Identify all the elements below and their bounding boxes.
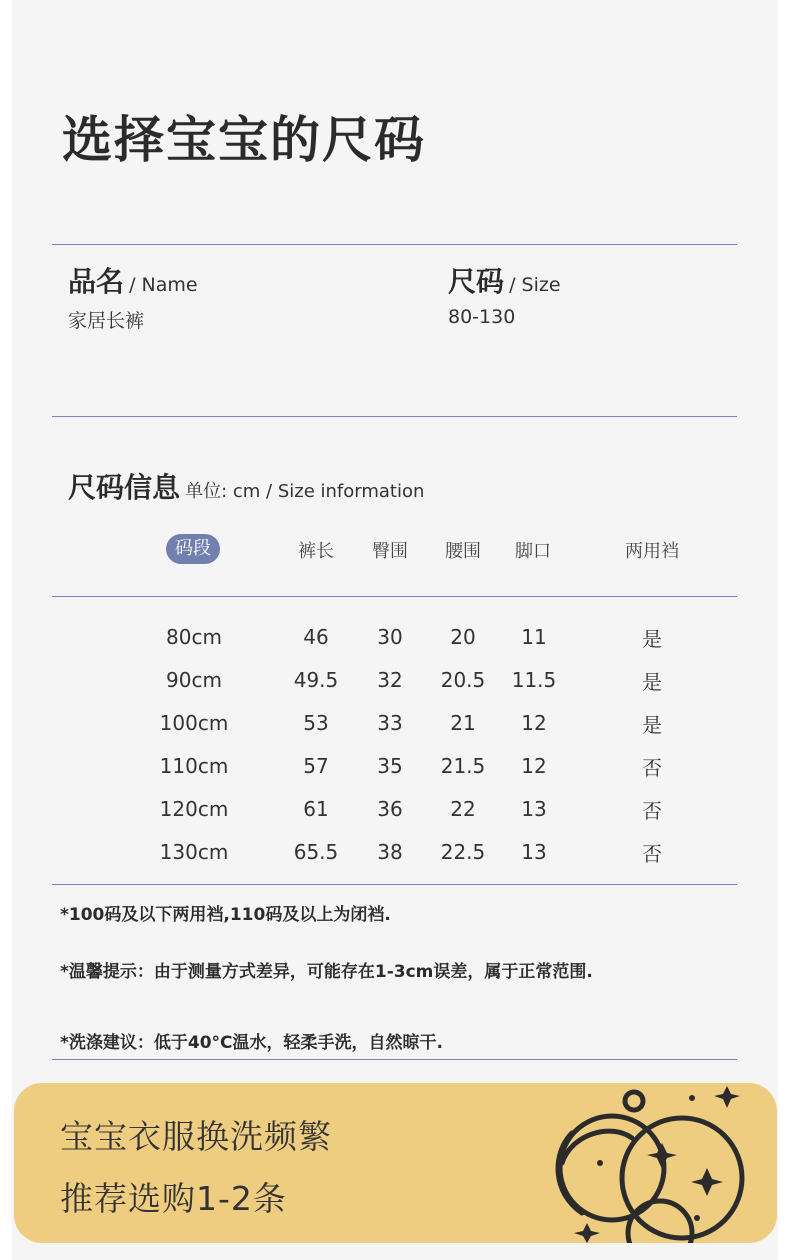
note-crotch: *100码及以下两用裆,110码及以上为闭裆.	[60, 905, 391, 925]
cell-size: 100cm	[159, 711, 229, 735]
product-name-en: / Name	[129, 274, 198, 296]
product-size-heading	[448, 260, 561, 300]
cell-convertible: 是	[642, 670, 662, 694]
cell-waist: 21.5	[440, 754, 486, 778]
cell-convertible: 否	[642, 799, 662, 823]
cell-hip: 36	[377, 797, 403, 821]
size-info-label: 尺码信息	[68, 471, 181, 504]
cell-size: 90cm	[166, 668, 222, 692]
banner-line-1: 宝宝衣服换洗频繁	[60, 1117, 332, 1156]
table-header-waist: 腰围	[445, 541, 481, 562]
product-name-value: 家居长裤	[68, 310, 145, 332]
cell-size: 130cm	[159, 840, 229, 864]
table-header-cuff: 脚口	[515, 541, 551, 562]
cell-cuff: 11	[521, 625, 547, 649]
recommendation-banner	[14, 1083, 777, 1243]
cell-length: 46	[303, 625, 329, 649]
divider-middle	[52, 416, 737, 417]
cell-convertible: 否	[642, 842, 662, 866]
cell-length: 49.5	[293, 668, 339, 692]
cell-length: 65.5	[293, 840, 339, 864]
product-size-value: 80-130	[448, 306, 516, 328]
divider-top	[52, 244, 737, 245]
divider-bottom	[52, 1059, 737, 1060]
product-size-label: 尺码	[448, 265, 505, 298]
cell-waist: 22.5	[440, 840, 486, 864]
cell-length: 53	[303, 711, 329, 735]
cell-convertible: 是	[642, 713, 662, 737]
note-washing: *洗涤建议：低于40°C温水，轻柔手洗，自然晾干.	[60, 1033, 443, 1053]
note-tolerance: *温馨提示：由于测量方式差异，可能存在1-3cm误差，属于正常范围.	[60, 962, 593, 982]
cell-hip: 30	[377, 625, 403, 649]
cell-waist: 22	[450, 797, 476, 821]
table-header-convertible: 两用裆	[625, 541, 679, 562]
cell-hip: 33	[377, 711, 403, 735]
product-name-label: 品名	[68, 265, 125, 298]
cell-cuff: 12	[521, 711, 547, 735]
table-header-length: 裤长	[298, 541, 334, 562]
size-info-heading	[68, 466, 424, 506]
cell-hip: 38	[377, 840, 403, 864]
page-title: 选择宝宝的尺码	[62, 111, 426, 169]
cell-convertible: 否	[642, 756, 662, 780]
soap-bubbles-icon	[542, 1083, 777, 1243]
size-info-unit: 单位: cm / Size information	[185, 481, 425, 502]
table-header-segment: 码段	[166, 534, 220, 564]
cell-length: 57	[303, 754, 329, 778]
table-header-hip: 臀围	[372, 541, 408, 562]
cell-size: 110cm	[159, 754, 229, 778]
cell-cuff: 11.5	[511, 668, 557, 692]
banner-line-2: 推荐选购1-2条	[60, 1179, 287, 1218]
cell-waist: 20.5	[440, 668, 486, 692]
cell-waist: 20	[450, 625, 476, 649]
product-name-heading	[68, 260, 198, 300]
cell-length: 61	[303, 797, 329, 821]
cell-convertible: 是	[642, 627, 662, 651]
cell-cuff: 13	[521, 840, 547, 864]
product-size-en: / Size	[509, 274, 561, 296]
cell-size: 120cm	[159, 797, 229, 821]
cell-cuff: 12	[521, 754, 547, 778]
divider-table-top	[52, 596, 737, 597]
cell-waist: 21	[450, 711, 476, 735]
cell-cuff: 13	[521, 797, 547, 821]
cell-hip: 35	[377, 754, 403, 778]
divider-table-bottom	[52, 884, 737, 885]
cell-size: 80cm	[166, 625, 222, 649]
cell-hip: 32	[377, 668, 403, 692]
